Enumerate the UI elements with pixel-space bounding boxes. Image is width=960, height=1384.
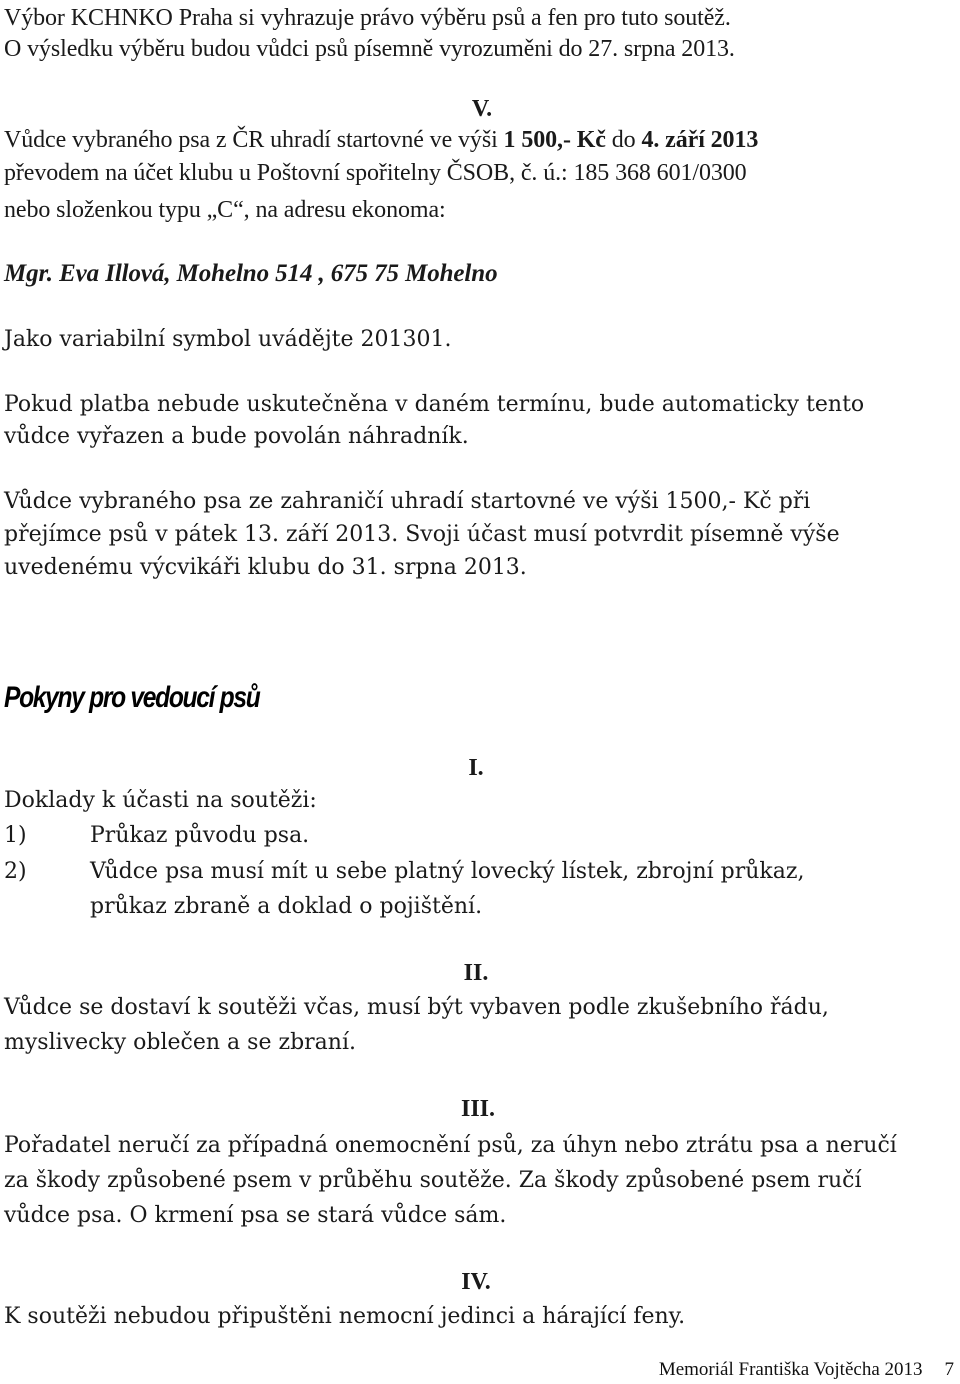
treasurer-address: Mgr. Eva Illová, Mohelno 514 , 675 75 Mohelno: [4, 260, 498, 287]
page-footer: [659, 1358, 954, 1382]
footer-title: Memoriál Františka Vojtěcha 2013: [658, 1359, 923, 1380]
list-item-text: Průkaz původu psa.: [90, 823, 310, 848]
section-ii-line-2: myslivecky oblečen a se zbraní.: [4, 1030, 356, 1055]
section-ii-line-1: Vůdce se dostaví k soutěži včas, musí být vybaven podle zkušebního řádu,: [4, 995, 829, 1020]
section-i-heading: Doklady k účasti na soutěži:: [4, 788, 317, 813]
section-iii-numeral: III.: [460, 1096, 496, 1122]
foreign-note-line-1: Vůdce vybraného psa ze zahraničí uhradí startovné ve výši 1500,- Kč při: [4, 489, 811, 514]
section-v-line-2: převodem na účet klubu u Poštovní spořitelny ČSOB, č. ú.: 185 368 601/0300: [4, 160, 747, 186]
list-item-text: Vůdce psa musí mít u sebe platný lovecký lístek, zbrojní průkaz,: [90, 859, 805, 884]
variable-symbol: Jako variabilní symbol uvádějte 201301.: [4, 327, 452, 352]
list-item-number: 1): [4, 823, 27, 848]
section-iii-line-3: vůdce psa. O krmení psa se stará vůdce sám.: [4, 1203, 507, 1228]
foreign-note-line-2: přejímce psů v pátek 13. září 2013. Svoji účast musí potvrdit písemně výše: [4, 522, 840, 547]
section-iv-numeral: IV.: [461, 1269, 491, 1295]
intro-line-1: Výbor KCHNKO Praha si vyhrazuje právo výběru psů a fen pro tuto soutěž.: [4, 5, 731, 31]
section-ii-numeral: II.: [463, 960, 489, 986]
section-v-line-3: nebo složenkou typu „C“, na adresu ekonoma:: [4, 197, 446, 223]
instructions-title: Pokyny pro vedoucí psů: [4, 681, 260, 714]
payment-note-line-1: Pokud platba nebude uskutečněna v daném termínu, bude automaticky tento: [4, 392, 865, 417]
list-item-number: 2): [4, 859, 27, 884]
section-v-numeral: V.: [471, 96, 493, 122]
section-v-line-1: Vůdce vybraného psa z ČR uhradí startovné ve výši 1 500,- Kč do 4. září 2013: [4, 127, 759, 153]
section-i-numeral: I.: [468, 755, 484, 781]
intro-line-2: O výsledku výběru budou vůdci psů písemně vyrozuměni do 27. srpna 2013.: [4, 36, 735, 62]
foreign-note-line-3: uvedenému výcvikáři klubu do 31. srpna 2013.: [4, 555, 527, 580]
payment-note-line-2: vůdce vyřazen a bude povolán náhradník.: [4, 424, 469, 449]
page-number: 7: [944, 1359, 954, 1380]
list-item-text: průkaz zbraně a doklad o pojištění.: [90, 894, 483, 919]
section-iii-line-2: za škody způsobené psem v průběhu soutěže. Za škody způsobené psem ručí: [4, 1168, 862, 1193]
section-iv-line-1: K soutěži nebudou připuštěni nemocní jedinci a hárající feny.: [4, 1304, 686, 1329]
section-iii-line-1: Pořadatel neručí za případná onemocnění psů, za úhyn nebo ztrátu psa a neručí: [4, 1133, 897, 1158]
